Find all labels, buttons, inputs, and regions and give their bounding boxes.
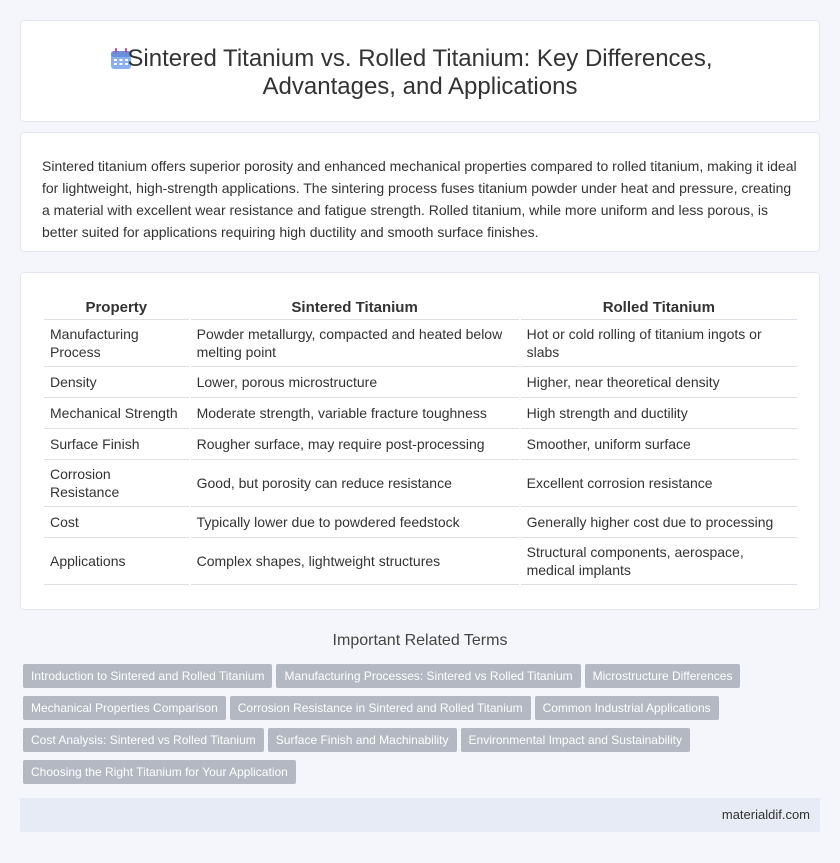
table-header-row (44, 295, 797, 320)
table-cell: Good, but porosity can reduce resistance (191, 460, 519, 507)
table-row (44, 429, 797, 460)
table-cell: Complex shapes, lightweight structures (191, 538, 519, 585)
related-term-tag[interactable]: Cost Analysis: Sintered vs Rolled Titanium (23, 728, 264, 752)
table-cell: Structural components, aerospace, medical implants (521, 538, 797, 585)
title-card (20, 20, 820, 122)
related-terms-list (23, 664, 783, 792)
table-cell: Applications (44, 538, 189, 585)
table-cell: Manufacturing Process (44, 320, 189, 367)
table-row (44, 367, 797, 398)
table-cell: Higher, near theoretical density (521, 367, 797, 398)
related-term-tag[interactable]: Microstructure Differences (585, 664, 741, 688)
comparison-table (42, 295, 799, 585)
page-title-line-1: Sintered Titanium vs. Rolled Titanium: Key Differences, (127, 45, 713, 72)
related-term-tag[interactable]: Surface Finish and Machinability (268, 728, 457, 752)
table-row (44, 507, 797, 538)
table-cell: Generally higher cost due to processing (521, 507, 797, 538)
related-term-tag[interactable]: Environmental Impact and Sustainability (461, 728, 690, 752)
table-cell: Surface Finish (44, 429, 189, 460)
related-term-tag[interactable]: Corrosion Resistance in Sintered and Rolled Titanium (230, 696, 531, 720)
related-term-tag[interactable]: Common Industrial Applications (535, 696, 719, 720)
table-cell: Density (44, 367, 189, 398)
footer-site-link[interactable]: materialdif.com (721, 807, 810, 822)
table-cell: Hot or cold rolling of titanium ingots or slabs (521, 320, 797, 367)
summary-text: Sintered titanium offers superior porosity and enhanced mechanical properties compared to rolled titanium, making it ideal for lightweight, high-strength applications. The sintering process fuses titanium powder under heat and pressure, creating a material with excellent wear resistance and fatigue strength. Rolled titanium, while more uniform and less porous, is better suited for applications requiring high ductility and smooth surface finishes. (42, 158, 797, 240)
page-title (21, 45, 819, 101)
table-row (44, 320, 797, 367)
table-cell: Rougher surface, may require post-processing (191, 429, 519, 460)
table-row (44, 460, 797, 507)
related-term-tag[interactable]: Introduction to Sintered and Rolled Titanium (23, 664, 272, 688)
table-cell: Moderate strength, variable fracture toughness (191, 398, 519, 429)
table-cell: Cost (44, 507, 189, 538)
table-cell: Powder metallurgy, compacted and heated below melting point (191, 320, 519, 367)
table-cell: Typically lower due to powdered feedstock (191, 507, 519, 538)
summary-card (20, 132, 820, 252)
table-cell: Excellent corrosion resistance (521, 460, 797, 507)
table-cell: Lower, porous microstructure (191, 367, 519, 398)
header-rolled: Rolled Titanium (521, 295, 797, 320)
table-row (44, 398, 797, 429)
header-sintered: Sintered Titanium (191, 295, 519, 320)
comparison-table-card (20, 272, 820, 610)
related-term-tag[interactable]: Mechanical Properties Comparison (23, 696, 226, 720)
header-property: Property (44, 295, 189, 320)
table-cell: Corrosion Resistance (44, 460, 189, 507)
related-term-tag[interactable]: Manufacturing Processes: Sintered vs Rolled Titanium (276, 664, 580, 688)
table-cell: High strength and ductility (521, 398, 797, 429)
table-row (44, 538, 797, 585)
table-cell: Mechanical Strength (44, 398, 189, 429)
related-term-tag[interactable]: Choosing the Right Titanium for Your Application (23, 760, 296, 784)
page-title-line-2: Advantages, and Applications (262, 73, 578, 100)
table-cell: Smoother, uniform surface (521, 429, 797, 460)
related-terms-heading: Important Related Terms (332, 632, 508, 649)
footer (20, 798, 820, 832)
